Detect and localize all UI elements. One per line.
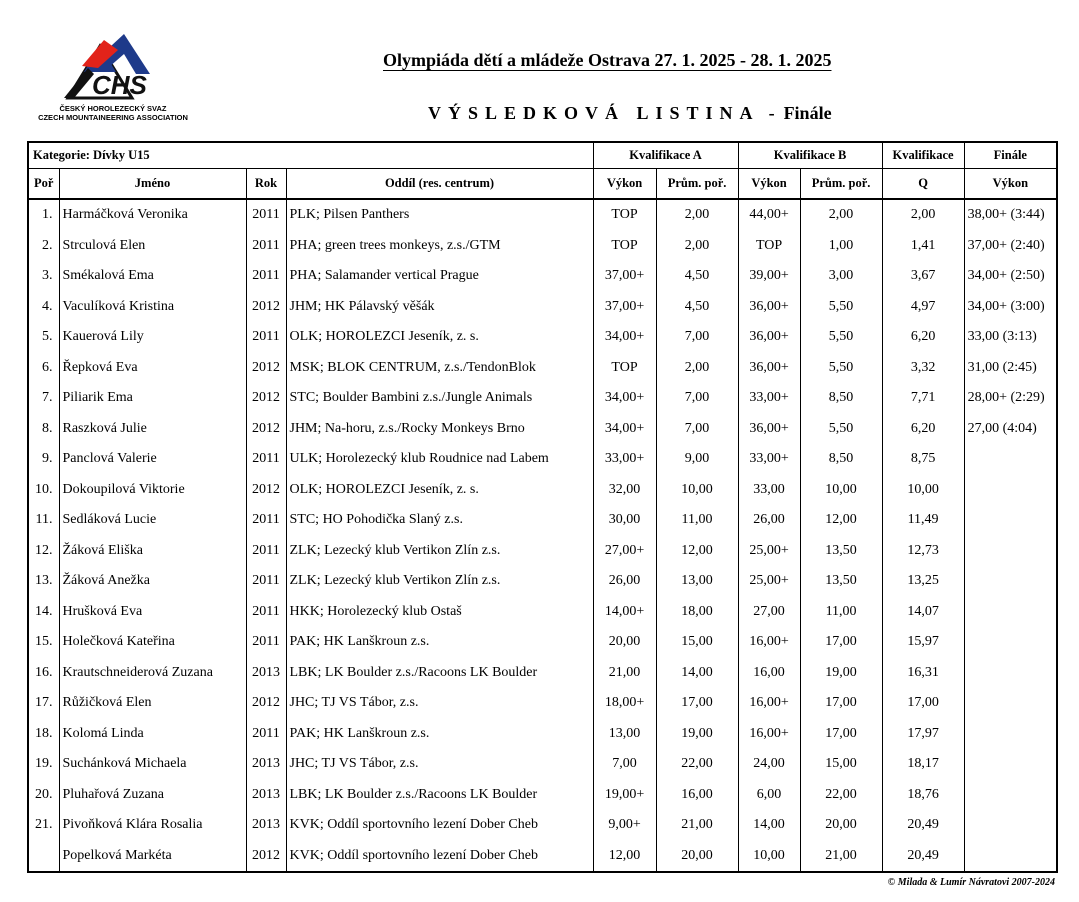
qual-header: Kvalifikace — [882, 142, 964, 169]
col-club-header: Oddíl (res. centrum) — [286, 169, 593, 200]
qual-b-perf-cell: 24,00 — [738, 749, 800, 780]
name-cell: Dokoupilová Viktorie — [59, 475, 246, 506]
year-cell: 2011 — [246, 261, 286, 292]
qual-a-avg-cell: 2,00 — [656, 231, 738, 262]
table-row — [28, 780, 1057, 811]
q-cell: 12,73 — [882, 536, 964, 567]
col-a-avg-header: Prům. poř. — [656, 169, 738, 200]
qual-b-avg-cell: 5,50 — [800, 322, 882, 353]
qual-b-perf-cell: 10,00 — [738, 841, 800, 873]
qual-a-perf-cell: TOP — [593, 353, 656, 384]
q-cell: 11,49 — [882, 505, 964, 536]
final-perf-cell — [964, 658, 1057, 689]
name-cell: Růžičková Elen — [59, 688, 246, 719]
qual-b-avg-cell: 20,00 — [800, 810, 882, 841]
name-cell: Kauerová Lily — [59, 322, 246, 353]
name-cell: Pivoňková Klára Rosalia — [59, 810, 246, 841]
qual-b-perf-cell: 16,00+ — [738, 719, 800, 750]
final-perf-cell: 33,00 (3:13) — [964, 322, 1057, 353]
rank-cell: 4. — [28, 292, 59, 323]
q-cell: 20,49 — [882, 810, 964, 841]
final-perf-cell: 31,00 (2:45) — [964, 353, 1057, 384]
rank-cell: 3. — [28, 261, 59, 292]
rank-cell: 21. — [28, 810, 59, 841]
rank-cell: 6. — [28, 353, 59, 384]
rank-cell: 15. — [28, 627, 59, 658]
name-cell: Suchánková Michaela — [59, 749, 246, 780]
rank-cell: 1. — [28, 199, 59, 231]
chs-logo — [28, 28, 198, 123]
table-row — [28, 719, 1057, 750]
table-row — [28, 688, 1057, 719]
final-perf-cell: 34,00+ (3:00) — [964, 292, 1057, 323]
page-subtitle — [428, 103, 832, 124]
subtitle-results-list: VÝSLEDKOVÁ LISTINA — [428, 103, 760, 123]
qual-b-perf-cell: 16,00 — [738, 658, 800, 689]
qual-b-avg-cell: 21,00 — [800, 841, 882, 873]
rank-cell: 19. — [28, 749, 59, 780]
qual-b-avg-cell: 22,00 — [800, 780, 882, 811]
table-row — [28, 749, 1057, 780]
final-header: Finále — [964, 142, 1057, 169]
final-perf-cell — [964, 627, 1057, 658]
col-b-avg-header: Prům. poř. — [800, 169, 882, 200]
rank-cell: 5. — [28, 322, 59, 353]
col-a-perf-header: Výkon — [593, 169, 656, 200]
qual-b-avg-cell: 3,00 — [800, 261, 882, 292]
name-cell: Sedláková Lucie — [59, 505, 246, 536]
name-cell: Raszková Julie — [59, 414, 246, 445]
club-cell: KVK; Oddíl sportovního lezení Dober Cheb — [286, 841, 593, 873]
final-perf-cell — [964, 597, 1057, 628]
qual-a-perf-cell: 19,00+ — [593, 780, 656, 811]
club-cell: OLK; HOROLEZCI Jeseník, z. s. — [286, 475, 593, 506]
year-cell: 2012 — [246, 475, 286, 506]
rank-cell: 11. — [28, 505, 59, 536]
qual-a-perf-cell: 30,00 — [593, 505, 656, 536]
subtitle-stage: Finále — [783, 103, 832, 123]
year-cell: 2011 — [246, 627, 286, 658]
year-cell: 2011 — [246, 199, 286, 231]
qual-b-perf-cell: 36,00+ — [738, 322, 800, 353]
qual-a-avg-cell: 19,00 — [656, 719, 738, 750]
qual-a-avg-cell: 9,00 — [656, 444, 738, 475]
qual-a-avg-cell: 21,00 — [656, 810, 738, 841]
qual-a-avg-cell: 4,50 — [656, 292, 738, 323]
qual-b-header: Kvalifikace B — [738, 142, 882, 169]
q-cell: 8,75 — [882, 444, 964, 475]
qual-a-perf-cell: 14,00+ — [593, 597, 656, 628]
table-row — [28, 597, 1057, 628]
table-row — [28, 414, 1057, 445]
q-cell: 6,20 — [882, 414, 964, 445]
name-cell: Žáková Anežka — [59, 566, 246, 597]
qual-a-avg-cell: 11,00 — [656, 505, 738, 536]
club-cell: STC; HO Pohodička Slaný z.s. — [286, 505, 593, 536]
qual-b-avg-cell: 19,00 — [800, 658, 882, 689]
qual-b-perf-cell: 33,00+ — [738, 444, 800, 475]
rank-cell: 7. — [28, 383, 59, 414]
logo-line-1: ČESKÝ HOROLEZECKÝ SVAZ — [59, 104, 167, 113]
q-cell: 17,00 — [882, 688, 964, 719]
year-cell: 2011 — [246, 719, 286, 750]
qual-b-avg-cell: 5,50 — [800, 292, 882, 323]
final-perf-cell — [964, 688, 1057, 719]
club-cell: HKK; Horolezecký klub Ostaš — [286, 597, 593, 628]
rank-cell: 12. — [28, 536, 59, 567]
final-perf-cell: 37,00+ (2:40) — [964, 231, 1057, 262]
qual-a-avg-cell: 7,00 — [656, 414, 738, 445]
name-cell: Piliarik Ema — [59, 383, 246, 414]
qual-b-perf-cell: 44,00+ — [738, 199, 800, 231]
q-cell: 14,07 — [882, 597, 964, 628]
name-cell: Smékalová Ema — [59, 261, 246, 292]
q-cell: 1,41 — [882, 231, 964, 262]
final-perf-cell: 28,00+ (2:29) — [964, 383, 1057, 414]
name-cell: Holečková Kateřina — [59, 627, 246, 658]
qual-b-perf-cell: 33,00+ — [738, 383, 800, 414]
final-perf-cell — [964, 749, 1057, 780]
name-cell: Popelková Markéta — [59, 841, 246, 873]
rank-cell: 20. — [28, 780, 59, 811]
year-cell: 2013 — [246, 780, 286, 811]
rank-cell — [28, 841, 59, 873]
year-cell: 2011 — [246, 322, 286, 353]
qual-a-avg-cell: 15,00 — [656, 627, 738, 658]
year-cell: 2012 — [246, 353, 286, 384]
qual-a-perf-cell: 9,00+ — [593, 810, 656, 841]
club-cell: JHM; Na-horu, z.s./Rocky Monkeys Brno — [286, 414, 593, 445]
qual-a-perf-cell: 34,00+ — [593, 322, 656, 353]
qual-b-perf-cell: 16,00+ — [738, 627, 800, 658]
year-cell: 2013 — [246, 810, 286, 841]
qual-a-avg-cell: 2,00 — [656, 353, 738, 384]
qual-b-avg-cell: 5,50 — [800, 414, 882, 445]
q-cell: 4,97 — [882, 292, 964, 323]
qual-b-avg-cell: 15,00 — [800, 749, 882, 780]
table-row — [28, 199, 1057, 231]
header-row-groups — [28, 142, 1057, 169]
year-cell: 2012 — [246, 414, 286, 445]
name-cell: Žáková Eliška — [59, 536, 246, 567]
qual-a-perf-cell: TOP — [593, 199, 656, 231]
club-cell: PAK; HK Lanškroun z.s. — [286, 719, 593, 750]
rank-cell: 2. — [28, 231, 59, 262]
qual-b-perf-cell: 26,00 — [738, 505, 800, 536]
club-cell: PHA; green trees monkeys, z.s./GTM — [286, 231, 593, 262]
table-row — [28, 505, 1057, 536]
qual-a-perf-cell: 18,00+ — [593, 688, 656, 719]
col-b-perf-header: Výkon — [738, 169, 800, 200]
table-row — [28, 536, 1057, 567]
q-cell: 3,67 — [882, 261, 964, 292]
final-perf-cell — [964, 810, 1057, 841]
club-cell: OLK; HOROLEZCI Jeseník, z. s. — [286, 322, 593, 353]
qual-a-header: Kvalifikace A — [593, 142, 738, 169]
year-cell: 2012 — [246, 688, 286, 719]
name-cell: Panclová Valerie — [59, 444, 246, 475]
qual-b-avg-cell: 17,00 — [800, 688, 882, 719]
q-cell: 18,17 — [882, 749, 964, 780]
table-row — [28, 231, 1057, 262]
rank-cell: 13. — [28, 566, 59, 597]
qual-a-perf-cell: 32,00 — [593, 475, 656, 506]
year-cell: 2012 — [246, 841, 286, 873]
col-name-header: Jméno — [59, 169, 246, 200]
club-cell: PHA; Salamander vertical Prague — [286, 261, 593, 292]
qual-b-avg-cell: 17,00 — [800, 719, 882, 750]
qual-a-perf-cell: 27,00+ — [593, 536, 656, 567]
table-row — [28, 383, 1057, 414]
results-body — [28, 199, 1057, 872]
qual-b-avg-cell: 11,00 — [800, 597, 882, 628]
club-cell: PLK; Pilsen Panthers — [286, 199, 593, 231]
q-cell: 18,76 — [882, 780, 964, 811]
year-cell: 2011 — [246, 444, 286, 475]
final-perf-cell — [964, 841, 1057, 873]
final-perf-cell — [964, 780, 1057, 811]
copyright-footer: © Milada & Lumír Návratovi 2007-2024 — [887, 877, 1055, 888]
club-cell: ZLK; Lezecký klub Vertikon Zlín z.s. — [286, 536, 593, 567]
final-perf-cell — [964, 475, 1057, 506]
qual-a-avg-cell: 4,50 — [656, 261, 738, 292]
qual-a-perf-cell: 34,00+ — [593, 414, 656, 445]
name-cell: Harmáčková Veronika — [59, 199, 246, 231]
table-row — [28, 261, 1057, 292]
final-perf-cell: 38,00+ (3:44) — [964, 199, 1057, 231]
qual-a-perf-cell: 20,00 — [593, 627, 656, 658]
subtitle-separator: - — [768, 103, 775, 123]
qual-a-perf-cell: 37,00+ — [593, 261, 656, 292]
year-cell: 2011 — [246, 566, 286, 597]
year-cell: 2011 — [246, 536, 286, 567]
results-table — [27, 141, 1058, 873]
qual-a-perf-cell: 13,00 — [593, 719, 656, 750]
year-cell: 2013 — [246, 749, 286, 780]
year-cell: 2011 — [246, 231, 286, 262]
year-cell: 2011 — [246, 505, 286, 536]
qual-a-avg-cell: 14,00 — [656, 658, 738, 689]
qual-b-perf-cell: 36,00+ — [738, 414, 800, 445]
qual-a-perf-cell: TOP — [593, 231, 656, 262]
name-cell: Krautschneiderová Zuzana — [59, 658, 246, 689]
table-row — [28, 658, 1057, 689]
qual-a-avg-cell: 17,00 — [656, 688, 738, 719]
qual-b-perf-cell: TOP — [738, 231, 800, 262]
club-cell: PAK; HK Lanškroun z.s. — [286, 627, 593, 658]
name-cell: Strculová Elen — [59, 231, 246, 262]
final-perf-cell — [964, 505, 1057, 536]
chs-mountain-mark — [28, 28, 198, 104]
final-perf-cell — [964, 566, 1057, 597]
name-cell: Kolomá Linda — [59, 719, 246, 750]
final-perf-cell: 27,00 (4:04) — [964, 414, 1057, 445]
qual-b-avg-cell: 2,00 — [800, 199, 882, 231]
qual-a-avg-cell: 20,00 — [656, 841, 738, 873]
year-cell: 2013 — [246, 658, 286, 689]
qual-a-avg-cell: 7,00 — [656, 322, 738, 353]
rank-cell: 8. — [28, 414, 59, 445]
name-cell: Hrušková Eva — [59, 597, 246, 628]
logo-line-2: CZECH MOUNTAINEERING ASSOCIATION — [38, 113, 188, 122]
club-cell: JHC; TJ VS Tábor, z.s. — [286, 749, 593, 780]
qual-a-avg-cell: 22,00 — [656, 749, 738, 780]
table-row — [28, 444, 1057, 475]
qual-b-perf-cell: 16,00+ — [738, 688, 800, 719]
rank-cell: 18. — [28, 719, 59, 750]
rank-cell: 17. — [28, 688, 59, 719]
qual-a-perf-cell: 37,00+ — [593, 292, 656, 323]
qual-b-perf-cell: 14,00 — [738, 810, 800, 841]
col-year-header: Rok — [246, 169, 286, 200]
q-cell: 2,00 — [882, 199, 964, 231]
rank-cell: 16. — [28, 658, 59, 689]
year-cell: 2011 — [246, 597, 286, 628]
col-rank-header: Poř — [28, 169, 59, 200]
qual-a-avg-cell: 2,00 — [656, 199, 738, 231]
club-cell: JHM; HK Pálavský věšák — [286, 292, 593, 323]
q-cell: 17,97 — [882, 719, 964, 750]
qual-b-avg-cell: 13,50 — [800, 536, 882, 567]
qual-b-perf-cell: 27,00 — [738, 597, 800, 628]
qual-a-perf-cell: 33,00+ — [593, 444, 656, 475]
qual-a-avg-cell: 7,00 — [656, 383, 738, 414]
qual-b-perf-cell: 36,00+ — [738, 353, 800, 384]
qual-b-perf-cell: 36,00+ — [738, 292, 800, 323]
name-cell: Vaculíková Kristina — [59, 292, 246, 323]
rank-cell: 10. — [28, 475, 59, 506]
qual-a-avg-cell: 16,00 — [656, 780, 738, 811]
q-cell: 16,31 — [882, 658, 964, 689]
header-row-columns — [28, 169, 1057, 200]
club-cell: KVK; Oddíl sportovního lezení Dober Cheb — [286, 810, 593, 841]
qual-a-avg-cell: 10,00 — [656, 475, 738, 506]
qual-b-avg-cell: 1,00 — [800, 231, 882, 262]
qual-a-perf-cell: 7,00 — [593, 749, 656, 780]
table-row — [28, 810, 1057, 841]
qual-a-perf-cell: 21,00 — [593, 658, 656, 689]
q-cell: 13,25 — [882, 566, 964, 597]
qual-a-perf-cell: 12,00 — [593, 841, 656, 873]
qual-b-avg-cell: 5,50 — [800, 353, 882, 384]
club-cell: ZLK; Lezecký klub Vertikon Zlín z.s. — [286, 566, 593, 597]
logo-caption — [28, 104, 198, 122]
rank-cell: 9. — [28, 444, 59, 475]
qual-a-avg-cell: 13,00 — [656, 566, 738, 597]
final-perf-cell — [964, 719, 1057, 750]
club-cell: ULK; Horolezecký klub Roudnice nad Labem — [286, 444, 593, 475]
name-cell: Řepková Eva — [59, 353, 246, 384]
table-row — [28, 627, 1057, 658]
qual-b-perf-cell: 25,00+ — [738, 566, 800, 597]
rank-cell: 14. — [28, 597, 59, 628]
qual-a-perf-cell: 34,00+ — [593, 383, 656, 414]
qual-b-avg-cell: 17,00 — [800, 627, 882, 658]
q-cell: 6,20 — [882, 322, 964, 353]
final-perf-cell — [964, 536, 1057, 567]
category-header: Kategorie: Dívky U15 — [28, 142, 593, 169]
final-perf-cell — [964, 444, 1057, 475]
qual-b-avg-cell: 12,00 — [800, 505, 882, 536]
table-row — [28, 841, 1057, 873]
q-cell: 20,49 — [882, 841, 964, 873]
final-perf-cell: 34,00+ (2:50) — [964, 261, 1057, 292]
qual-a-perf-cell: 26,00 — [593, 566, 656, 597]
table-row — [28, 566, 1057, 597]
qual-b-perf-cell: 25,00+ — [738, 536, 800, 567]
club-cell: JHC; TJ VS Tábor, z.s. — [286, 688, 593, 719]
club-cell: LBK; LK Boulder z.s./Racoons LK Boulder — [286, 780, 593, 811]
page-title: Olympiáda dětí a mládeže Ostrava 27. 1. 2025 - 28. 1. 2025 — [383, 50, 832, 70]
club-cell: MSK; BLOK CENTRUM, z.s./TendonBlok — [286, 353, 593, 384]
qual-b-avg-cell: 10,00 — [800, 475, 882, 506]
q-cell: 10,00 — [882, 475, 964, 506]
q-cell: 15,97 — [882, 627, 964, 658]
col-q-header: Q — [882, 169, 964, 200]
table-row — [28, 292, 1057, 323]
qual-b-perf-cell: 6,00 — [738, 780, 800, 811]
qual-b-perf-cell: 39,00+ — [738, 261, 800, 292]
club-cell: LBK; LK Boulder z.s./Racoons LK Boulder — [286, 658, 593, 689]
q-cell: 7,71 — [882, 383, 964, 414]
col-final-header: Výkon — [964, 169, 1057, 200]
club-cell: STC; Boulder Bambini z.s./Jungle Animals — [286, 383, 593, 414]
qual-b-avg-cell: 8,50 — [800, 444, 882, 475]
qual-b-avg-cell: 8,50 — [800, 383, 882, 414]
table-row — [28, 353, 1057, 384]
qual-a-avg-cell: 12,00 — [656, 536, 738, 567]
year-cell: 2012 — [246, 383, 286, 414]
qual-b-perf-cell: 33,00 — [738, 475, 800, 506]
table-row — [28, 322, 1057, 353]
q-cell: 3,32 — [882, 353, 964, 384]
name-cell: Pluhařová Zuzana — [59, 780, 246, 811]
qual-a-avg-cell: 18,00 — [656, 597, 738, 628]
year-cell: 2012 — [246, 292, 286, 323]
logo-mark-text: CHS — [92, 70, 147, 100]
table-row — [28, 475, 1057, 506]
qual-b-avg-cell: 13,50 — [800, 566, 882, 597]
